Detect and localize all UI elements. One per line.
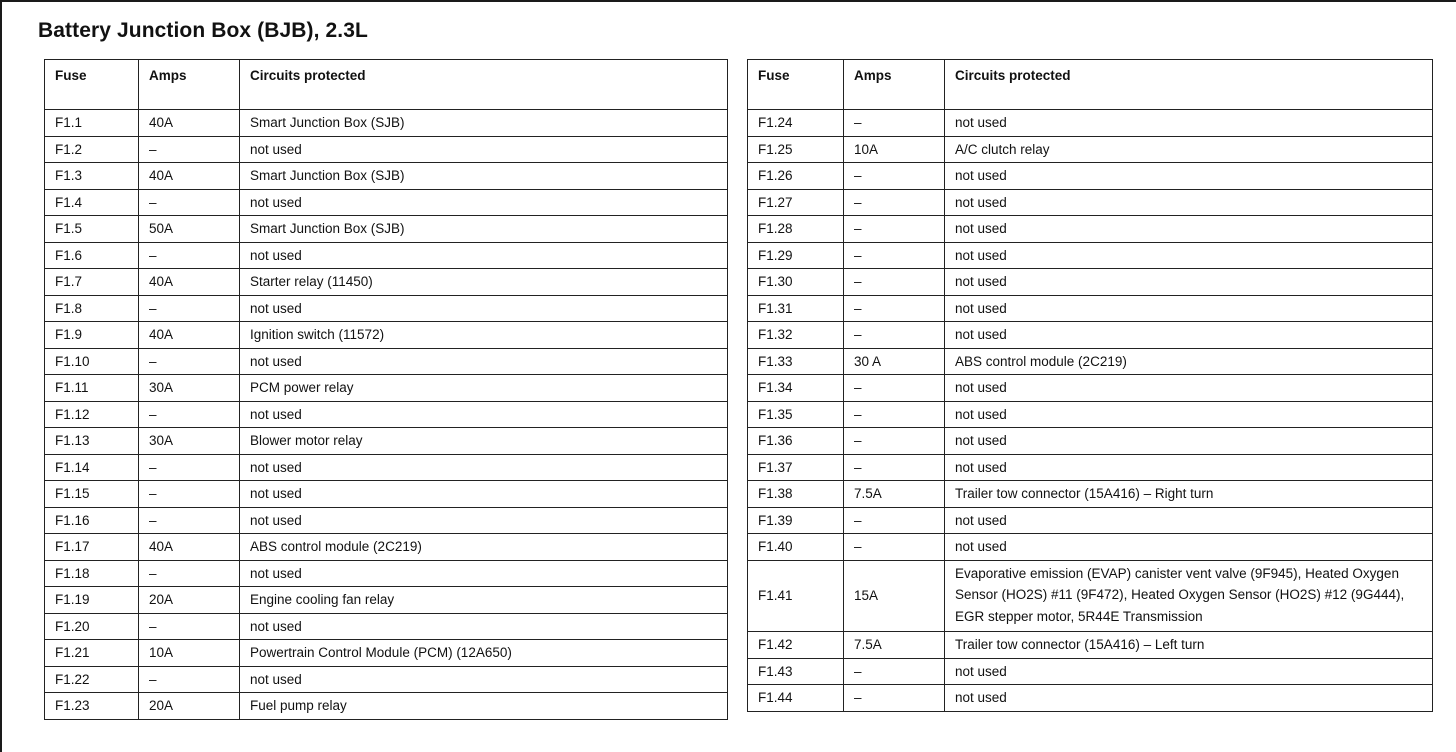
- amps-cell: –: [139, 401, 240, 428]
- circuit-cell: not used: [945, 401, 1433, 428]
- fuse-cell: F1.26: [748, 163, 844, 190]
- fuse-cell: F1.17: [45, 534, 139, 561]
- table-row: [748, 481, 1433, 508]
- fuse-cell: F1.13: [45, 428, 139, 455]
- fuse-cell: F1.10: [45, 348, 139, 375]
- circuit-cell: Smart Junction Box (SJB): [240, 216, 728, 243]
- circuit-cell: not used: [945, 534, 1433, 561]
- fuse-cell: F1.5: [45, 216, 139, 243]
- amps-cell: 20A: [139, 693, 240, 720]
- fuse-cell: F1.8: [45, 295, 139, 322]
- circuit-cell: not used: [240, 295, 728, 322]
- fuse-cell: F1.37: [748, 454, 844, 481]
- fuse-cell: F1.4: [45, 189, 139, 216]
- table-header-row: [748, 60, 1433, 110]
- fuse-cell: F1.19: [45, 587, 139, 614]
- amps-cell: –: [139, 136, 240, 163]
- fuse-cell: F1.24: [748, 110, 844, 137]
- amps-cell: 40A: [139, 534, 240, 561]
- circuit-cell: PCM power relay: [240, 375, 728, 402]
- table-row: [748, 632, 1433, 659]
- table-row: [45, 454, 728, 481]
- table-row: [45, 613, 728, 640]
- fuse-cell: F1.11: [45, 375, 139, 402]
- fuse-cell: F1.3: [45, 163, 139, 190]
- table-row: [45, 428, 728, 455]
- circuit-cell: ABS control module (2C219): [240, 534, 728, 561]
- amps-cell: –: [139, 295, 240, 322]
- fuse-cell: F1.16: [45, 507, 139, 534]
- amps-cell: –: [844, 658, 945, 685]
- fuse-cell: F1.18: [45, 560, 139, 587]
- table-row: [45, 481, 728, 508]
- table-row: [748, 534, 1433, 561]
- table-row: [45, 295, 728, 322]
- circuit-cell: not used: [240, 666, 728, 693]
- amps-cell: –: [844, 507, 945, 534]
- circuit-cell: not used: [240, 189, 728, 216]
- table-row: [748, 136, 1433, 163]
- fuse-cell: F1.22: [45, 666, 139, 693]
- amps-cell: 10A: [139, 640, 240, 667]
- table-row: [45, 163, 728, 190]
- fuse-cell: F1.15: [45, 481, 139, 508]
- header-amps: Amps: [139, 60, 240, 110]
- circuit-cell: not used: [240, 481, 728, 508]
- fuse-cell: F1.29: [748, 242, 844, 269]
- amps-cell: 40A: [139, 269, 240, 296]
- table-row: [748, 242, 1433, 269]
- fuse-cell: F1.23: [45, 693, 139, 720]
- amps-cell: –: [844, 534, 945, 561]
- circuit-cell: not used: [945, 242, 1433, 269]
- amps-cell: 7.5A: [844, 632, 945, 659]
- amps-cell: –: [844, 269, 945, 296]
- page-border-left: [0, 0, 2, 752]
- amps-cell: 30A: [139, 375, 240, 402]
- circuit-cell: not used: [945, 216, 1433, 243]
- table-row: [45, 189, 728, 216]
- amps-cell: 20A: [139, 587, 240, 614]
- table-row: [45, 269, 728, 296]
- circuit-cell: Trailer tow connector (15A416) – Right turn: [945, 481, 1433, 508]
- circuit-cell: Fuel pump relay: [240, 693, 728, 720]
- amps-cell: –: [844, 295, 945, 322]
- table-row: [45, 242, 728, 269]
- amps-cell: –: [844, 401, 945, 428]
- circuit-cell: not used: [945, 428, 1433, 455]
- circuit-cell: not used: [945, 295, 1433, 322]
- amps-cell: –: [139, 348, 240, 375]
- fuse-cell: F1.40: [748, 534, 844, 561]
- circuit-cell: Ignition switch (11572): [240, 322, 728, 349]
- table-row: [748, 189, 1433, 216]
- table-row: [45, 587, 728, 614]
- table-row: [748, 163, 1433, 190]
- circuit-cell: Smart Junction Box (SJB): [240, 163, 728, 190]
- amps-cell: –: [844, 454, 945, 481]
- amps-cell: 40A: [139, 110, 240, 137]
- fuse-cell: F1.20: [45, 613, 139, 640]
- fuse-cell: F1.35: [748, 401, 844, 428]
- fuse-cell: F1.31: [748, 295, 844, 322]
- table-row: [748, 216, 1433, 243]
- table-row: [748, 454, 1433, 481]
- circuit-cell: Starter relay (11450): [240, 269, 728, 296]
- table-row: [45, 375, 728, 402]
- circuit-cell: not used: [240, 348, 728, 375]
- header-fuse: Fuse: [748, 60, 844, 110]
- fuse-cell: F1.9: [45, 322, 139, 349]
- header-amps: Amps: [844, 60, 945, 110]
- table-row: [45, 560, 728, 587]
- fuse-cell: F1.41: [748, 560, 844, 632]
- fuse-cell: F1.1: [45, 110, 139, 137]
- circuit-cell: not used: [945, 658, 1433, 685]
- table-row: [748, 295, 1433, 322]
- circuit-cell: ABS control module (2C219): [945, 348, 1433, 375]
- amps-cell: –: [844, 189, 945, 216]
- circuit-cell: not used: [945, 163, 1433, 190]
- table-row: [45, 693, 728, 720]
- amps-cell: –: [844, 242, 945, 269]
- fuse-cell: F1.36: [748, 428, 844, 455]
- circuit-cell: not used: [945, 507, 1433, 534]
- fuse-cell: F1.12: [45, 401, 139, 428]
- table-row: [748, 322, 1433, 349]
- amps-cell: 40A: [139, 163, 240, 190]
- page-border-top: [0, 0, 1456, 2]
- fuse-cell: F1.44: [748, 685, 844, 712]
- circuit-cell: not used: [240, 560, 728, 587]
- circuit-cell: not used: [240, 454, 728, 481]
- circuit-cell: Smart Junction Box (SJB): [240, 110, 728, 137]
- circuit-cell: not used: [945, 322, 1433, 349]
- circuit-cell: not used: [945, 454, 1433, 481]
- amps-cell: –: [139, 481, 240, 508]
- amps-cell: 15A: [844, 560, 945, 632]
- amps-cell: 30A: [139, 428, 240, 455]
- circuit-cell: not used: [240, 613, 728, 640]
- fuse-cell: F1.34: [748, 375, 844, 402]
- amps-cell: –: [139, 242, 240, 269]
- amps-cell: –: [139, 189, 240, 216]
- amps-cell: –: [844, 685, 945, 712]
- fuse-cell: F1.21: [45, 640, 139, 667]
- fuse-cell: F1.32: [748, 322, 844, 349]
- table-row: [45, 322, 728, 349]
- amps-cell: –: [139, 666, 240, 693]
- fuse-cell: F1.6: [45, 242, 139, 269]
- table-row: [45, 348, 728, 375]
- table-row: [748, 685, 1433, 712]
- circuit-cell: not used: [945, 189, 1433, 216]
- fuse-cell: F1.25: [748, 136, 844, 163]
- fuse-cell: F1.33: [748, 348, 844, 375]
- table-header-row: [45, 60, 728, 110]
- circuit-cell: Evaporative emission (EVAP) canister vent valve (9F945), Heated Oxygen Sensor (HO2S) #11 (9F472), Heated Oxygen Sensor (HO2S) #12 (9G444), EGR stepper motor, 5R44E Transmission: [945, 560, 1433, 632]
- table-row: [748, 507, 1433, 534]
- circuit-cell: not used: [945, 269, 1433, 296]
- amps-cell: –: [844, 428, 945, 455]
- table-row: [45, 136, 728, 163]
- table-row: [45, 666, 728, 693]
- table-row: [45, 110, 728, 137]
- header-circuits: Circuits protected: [240, 60, 728, 110]
- amps-cell: –: [844, 216, 945, 243]
- table-row: [748, 269, 1433, 296]
- amps-cell: –: [844, 163, 945, 190]
- circuit-cell: Powertrain Control Module (PCM) (12A650): [240, 640, 728, 667]
- circuit-cell: Blower motor relay: [240, 428, 728, 455]
- fuse-cell: F1.42: [748, 632, 844, 659]
- table-row: [45, 534, 728, 561]
- amps-cell: 30 A: [844, 348, 945, 375]
- fuse-cell: F1.27: [748, 189, 844, 216]
- amps-cell: –: [139, 613, 240, 640]
- fuse-cell: F1.2: [45, 136, 139, 163]
- amps-cell: –: [844, 110, 945, 137]
- circuit-cell: not used: [240, 507, 728, 534]
- header-fuse: Fuse: [45, 60, 139, 110]
- table-row: [748, 110, 1433, 137]
- header-circuits: Circuits protected: [945, 60, 1433, 110]
- amps-cell: –: [844, 375, 945, 402]
- page-title: Battery Junction Box (BJB), 2.3L: [38, 19, 368, 42]
- circuit-cell: not used: [240, 242, 728, 269]
- amps-cell: 7.5A: [844, 481, 945, 508]
- circuit-cell: A/C clutch relay: [945, 136, 1433, 163]
- fuse-cell: F1.30: [748, 269, 844, 296]
- table-row: [748, 348, 1433, 375]
- fuse-cell: F1.14: [45, 454, 139, 481]
- fuse-cell: F1.39: [748, 507, 844, 534]
- table-row: [748, 401, 1433, 428]
- amps-cell: –: [139, 454, 240, 481]
- amps-cell: –: [844, 322, 945, 349]
- fuse-table-right: [747, 59, 1433, 712]
- amps-cell: –: [139, 507, 240, 534]
- table-row: [45, 401, 728, 428]
- circuit-cell: not used: [945, 685, 1433, 712]
- amps-cell: 50A: [139, 216, 240, 243]
- fuse-cell: F1.7: [45, 269, 139, 296]
- circuit-cell: not used: [945, 110, 1433, 137]
- fuse-cell: F1.43: [748, 658, 844, 685]
- fuse-cell: F1.28: [748, 216, 844, 243]
- table-row: [45, 216, 728, 243]
- circuit-cell: not used: [945, 375, 1433, 402]
- table-row: [45, 640, 728, 667]
- fuse-table-left: [44, 59, 728, 720]
- amps-cell: 10A: [844, 136, 945, 163]
- table-row: [748, 658, 1433, 685]
- table-row: [748, 375, 1433, 402]
- table-row: [748, 560, 1433, 632]
- table-row: [748, 428, 1433, 455]
- circuit-cell: Engine cooling fan relay: [240, 587, 728, 614]
- amps-cell: –: [139, 560, 240, 587]
- circuit-cell: Trailer tow connector (15A416) – Left turn: [945, 632, 1433, 659]
- fuse-cell: F1.38: [748, 481, 844, 508]
- table-row: [45, 507, 728, 534]
- circuit-cell: not used: [240, 136, 728, 163]
- amps-cell: 40A: [139, 322, 240, 349]
- circuit-cell: not used: [240, 401, 728, 428]
